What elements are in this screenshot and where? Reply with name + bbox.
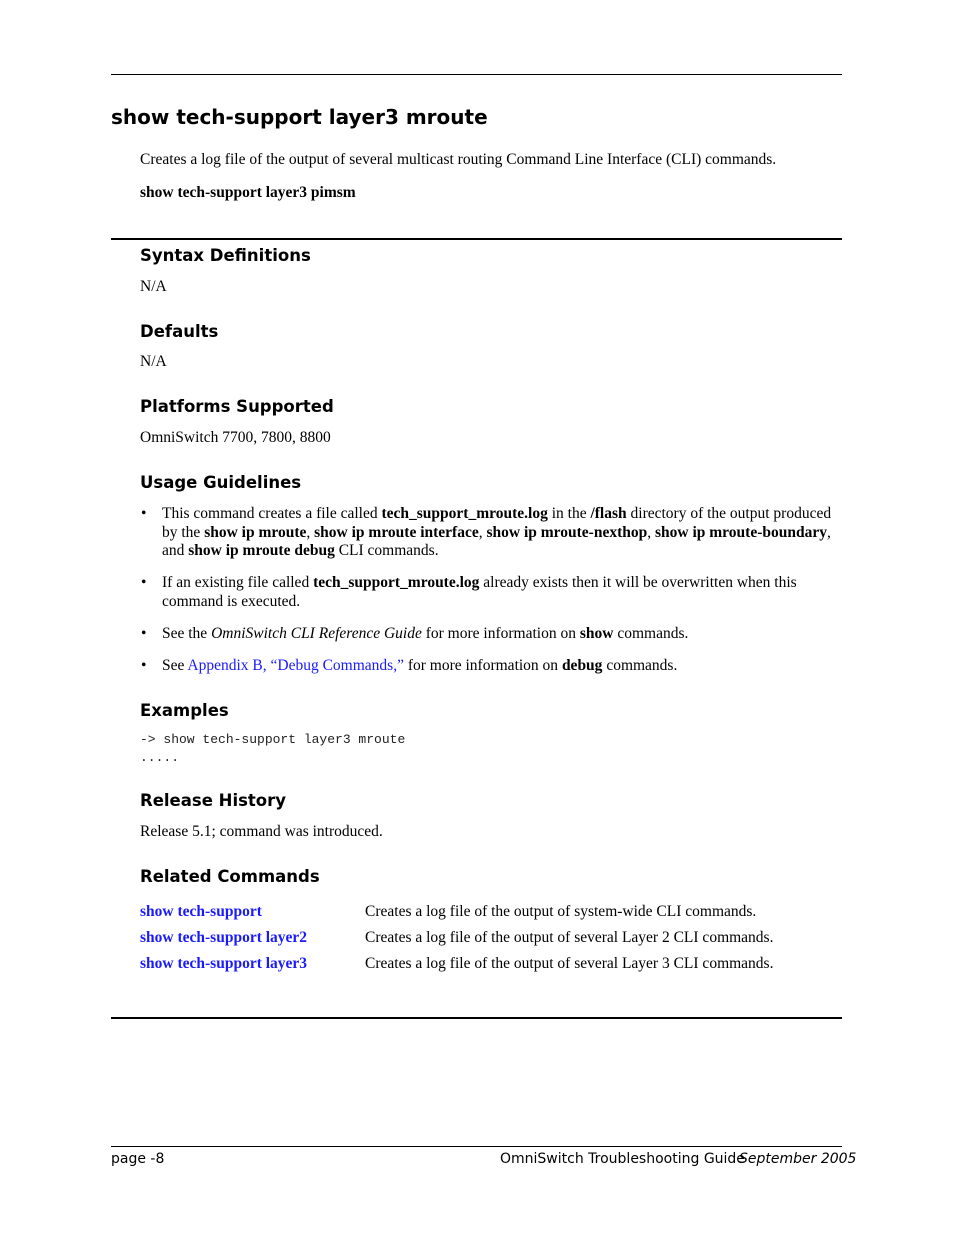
related-command-link[interactable]: show tech-support layer3 <box>140 955 308 972</box>
section-rule-top <box>111 238 842 240</box>
related-command-description: Creates a log file of the output of system-wide CLI commands. <box>365 903 757 920</box>
bullet-dot-icon: • <box>141 625 147 642</box>
related-command-description: Creates a log file of the output of several Layer 2 CLI commands. <box>365 929 774 946</box>
appendix-b-link[interactable]: Appendix B, “Debug Commands,” <box>187 657 404 674</box>
bullet-dot-icon: • <box>141 505 147 522</box>
bullet-dot-icon: • <box>141 574 147 591</box>
related-command-description: Creates a log file of the output of several Layer 3 CLI commands. <box>365 955 774 972</box>
related-command-link[interactable]: show tech-support <box>140 903 262 920</box>
release-history-body: Release 5.1; command was introduced. <box>140 823 383 840</box>
related-command-link[interactable]: show tech-support layer2 <box>140 929 308 946</box>
defaults-body: N/A <box>140 353 167 370</box>
heading-usage: Usage Guidelines <box>140 473 302 492</box>
syntax-definitions-body: N/A <box>140 278 167 295</box>
heading-release-history: Release History <box>140 791 287 810</box>
heading-defaults: Defaults <box>140 322 219 341</box>
section-rule-bottom <box>111 1017 842 1019</box>
footer-page-number: page -8 <box>111 1151 165 1167</box>
heading-examples: Examples <box>140 701 229 720</box>
footer-guide-title: OmniSwitch Troubleshooting Guide <box>500 1151 745 1167</box>
example-line-2: ..... <box>140 750 180 765</box>
footer-rule <box>111 1146 842 1147</box>
bullet-dot-icon: • <box>141 657 147 674</box>
platforms-body: OmniSwitch 7700, 7800, 8800 <box>140 429 331 446</box>
syntax-line: show tech-support layer3 pimsm <box>140 184 356 201</box>
page-title: show tech-support layer3 mroute <box>111 105 488 129</box>
footer-date: September 2005 <box>739 1151 857 1167</box>
example-line-1: -> show tech-support layer3 mroute <box>140 732 406 747</box>
heading-platforms: Platforms Supported <box>140 397 334 416</box>
heading-related-commands: Related Commands <box>140 867 320 886</box>
header-rule <box>111 74 842 75</box>
heading-syntax-definitions: Syntax Definitions <box>140 246 311 265</box>
intro-text: Creates a log file of the output of several multicast routing Command Line Interface (CLI) commands. <box>140 151 777 168</box>
